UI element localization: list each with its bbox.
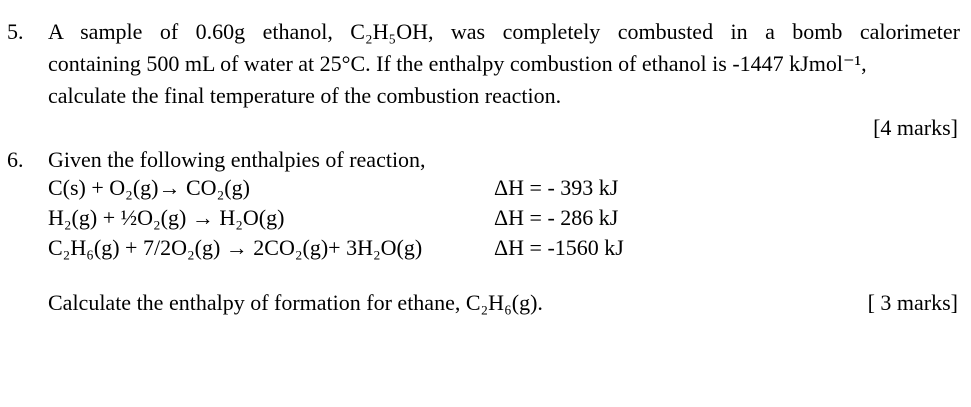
reaction-2-equation: H₂(g) + ½O₂(g) → H₂O(g) (48, 205, 285, 230)
reaction-3-enthalpy: ΔH = -1560 kJ (494, 235, 624, 260)
reaction-1-enthalpy: ΔH = - 393 kJ (494, 175, 619, 200)
reaction-2-enthalpy: ΔH = - 286 kJ (494, 205, 619, 230)
question-5-number: 5. (7, 19, 24, 44)
question-6-prompt: Calculate the enthalpy of formation for ethane, C₂H₆(g). (48, 290, 543, 315)
question-6-intro: Given the following enthalpies of reaction, (48, 147, 426, 172)
reaction-1-equation: C(s) + O₂(g)→ CO₂(g) (48, 175, 250, 200)
reaction-3-equation: C₂H₆(g) + 7/2O₂(g) → 2CO₂(g)+ 3H₂O(g) (48, 235, 423, 260)
question-5-line-1: A sample of 0.60g ethanol, C₂H₅OH, was completely combusted in a bomb calorimeter (48, 19, 960, 44)
question-5-line-3: calculate the final temperature of the combustion reaction. (48, 83, 562, 108)
question-5-line-2: containing 500 mL of water at 25°C. If the enthalpy combustion of ethanol is -1447 kJmol⁻¹, (48, 51, 867, 76)
question-6-marks: [ 3 marks] (867, 290, 958, 315)
question-5-marks: [4 marks] (873, 115, 958, 140)
question-6-number: 6. (7, 147, 24, 172)
